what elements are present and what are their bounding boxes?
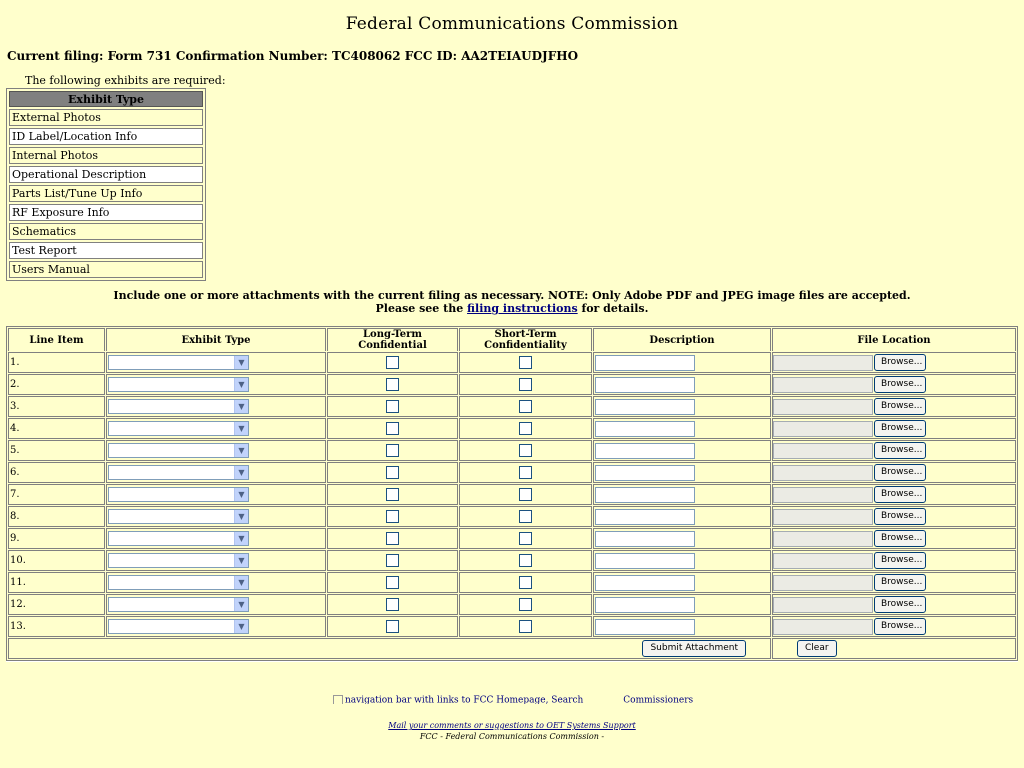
exhibit-type-cell: [106, 352, 326, 373]
short-term-cell: [459, 484, 592, 505]
description-cell: [593, 418, 771, 439]
exhibit-type-header: Exhibit Type: [9, 91, 203, 107]
chevron-down-icon: ▼: [234, 356, 248, 369]
browse-button[interactable]: Browse...: [874, 552, 926, 569]
exhibit-type-cell: [106, 506, 326, 527]
footer-fcc-line: FCC - Federal Communications Commission -: [419, 732, 605, 741]
file-location-input[interactable]: [773, 509, 873, 525]
description-input[interactable]: [595, 355, 695, 371]
long-term-confidential-checkbox[interactable]: [386, 488, 399, 501]
exhibit-row: [9, 166, 203, 183]
short-term-confidentiality-checkbox[interactable]: [519, 422, 532, 435]
chevron-down-icon: ▼: [234, 466, 248, 479]
exhibit-type-select[interactable]: [108, 465, 249, 480]
file-location-input[interactable]: [773, 597, 873, 613]
long-term-confidential-checkbox[interactable]: [386, 466, 399, 479]
description-input[interactable]: [595, 509, 695, 525]
line-item-number: 3.: [8, 396, 105, 417]
long-term-cell: [327, 594, 458, 615]
description-input[interactable]: [595, 487, 695, 503]
description-cell: [593, 396, 771, 417]
exhibit-type-cell: [106, 594, 326, 615]
instructions-line-1: Include one or more attachments with the current filing as necessary. NOTE: Only Adobe PDF and JPEG image files are accepted.: [113, 289, 911, 302]
broken-image-icon: [333, 695, 343, 704]
long-term-cell: [327, 462, 458, 483]
exhibit-type-cell: [106, 484, 326, 505]
description-input[interactable]: [595, 443, 695, 459]
filing-instructions-link[interactable]: filing instructions: [467, 302, 578, 315]
exhibit-type-select[interactable]: [108, 575, 249, 590]
file-location-cell: [772, 594, 1016, 615]
short-term-confidentiality-checkbox[interactable]: [519, 466, 532, 479]
short-term-confidentiality-checkbox[interactable]: [519, 576, 532, 589]
exhibit-type-select[interactable]: [108, 553, 249, 568]
exhibit-type-item: ID Label/Location Info: [9, 128, 203, 145]
long-term-cell: [327, 616, 458, 637]
browse-button[interactable]: Browse...: [874, 486, 926, 503]
line-item-number: 12.: [8, 594, 105, 615]
exhibit-type-item: RF Exposure Info: [9, 204, 203, 221]
file-location-input[interactable]: [773, 443, 873, 459]
navbar-alt-text: navigation bar with links to FCC Homepage, Search: [345, 695, 584, 704]
chevron-down-icon: ▼: [234, 554, 248, 567]
description-cell: [593, 616, 771, 637]
description-input[interactable]: [595, 531, 695, 547]
chevron-down-icon: ▼: [234, 598, 248, 611]
mail-comments-link[interactable]: Mail your comments or suggestions to OET Systems Support: [388, 721, 636, 730]
exhibit-type-select[interactable]: [108, 597, 249, 612]
chevron-down-icon: ▼: [234, 378, 248, 391]
description-cell: [593, 374, 771, 395]
attachment-row: [8, 616, 1016, 637]
line-item-number: 10.: [8, 550, 105, 571]
short-term-confidentiality-checkbox[interactable]: [519, 620, 532, 633]
browse-button[interactable]: Browse...: [874, 354, 926, 371]
file-location-cell: [772, 550, 1016, 571]
exhibit-type-select[interactable]: [108, 377, 249, 392]
exhibit-type-select[interactable]: [108, 421, 249, 436]
navbar-commissioners: Commissioners: [623, 695, 693, 704]
exhibit-type-item: External Photos: [9, 109, 203, 126]
long-term-confidential-checkbox[interactable]: [386, 356, 399, 369]
long-term-cell: [327, 374, 458, 395]
file-location-cell: [772, 462, 1016, 483]
exhibit-type-item: Internal Photos: [9, 147, 203, 164]
exhibit-row: [9, 147, 203, 164]
browse-button[interactable]: Browse...: [874, 464, 926, 481]
long-term-cell: [327, 528, 458, 549]
line-item-number: 8.: [8, 506, 105, 527]
attachment-row: [8, 484, 1016, 505]
col-line-item: Line Item: [8, 328, 105, 351]
description-input[interactable]: [595, 597, 695, 613]
col-long-term-confidential: Long-Term Confidential: [327, 328, 458, 351]
long-term-confidential-checkbox[interactable]: [386, 576, 399, 589]
chevron-down-icon: ▼: [234, 444, 248, 457]
description-cell: [593, 484, 771, 505]
instructions-line-2: [0, 302, 1024, 315]
file-location-cell: [772, 506, 1016, 527]
line-item-number: 7.: [8, 484, 105, 505]
exhibit-type-cell: [106, 616, 326, 637]
short-term-cell: [459, 616, 592, 637]
browse-button[interactable]: Browse...: [874, 530, 926, 547]
long-term-cell: [327, 484, 458, 505]
exhibit-row: [9, 261, 203, 278]
file-location-cell: [772, 616, 1016, 637]
exhibit-type-cell: [106, 572, 326, 593]
exhibit-type-select[interactable]: [108, 399, 249, 414]
navigation-bar-image[interactable]: [333, 695, 693, 704]
attachment-row: [8, 550, 1016, 571]
file-location-cell: [772, 396, 1016, 417]
description-cell: [593, 550, 771, 571]
attachment-upload-table: [6, 326, 1018, 661]
exhibit-type-item: Parts List/Tune Up Info: [9, 185, 203, 202]
file-location-input[interactable]: [773, 377, 873, 393]
chevron-down-icon: ▼: [234, 620, 248, 633]
short-term-confidentiality-checkbox[interactable]: [519, 444, 532, 457]
browse-button[interactable]: Browse...: [874, 376, 926, 393]
short-term-cell: [459, 374, 592, 395]
exhibit-type-select[interactable]: [108, 487, 249, 502]
chevron-down-icon: ▼: [234, 400, 248, 413]
description-cell: [593, 440, 771, 461]
browse-button[interactable]: Browse...: [874, 574, 926, 591]
file-location-input[interactable]: [773, 619, 873, 635]
file-location-input[interactable]: [773, 355, 873, 371]
attachment-row: [8, 352, 1016, 373]
short-term-cell: [459, 440, 592, 461]
browse-button[interactable]: Browse...: [874, 618, 926, 635]
short-term-confidentiality-checkbox[interactable]: [519, 554, 532, 567]
col-exhibit-type: Exhibit Type: [106, 328, 326, 351]
attachment-instructions: [0, 289, 1024, 315]
exhibit-type-cell: [106, 440, 326, 461]
exhibit-row: [9, 223, 203, 240]
exhibit-type-cell: [106, 418, 326, 439]
file-location-cell: [772, 528, 1016, 549]
attachment-row: [8, 440, 1016, 461]
attachment-row: [8, 462, 1016, 483]
submit-cell: [8, 638, 771, 659]
long-term-confidential-checkbox[interactable]: [386, 378, 399, 391]
short-term-confidentiality-checkbox[interactable]: [519, 400, 532, 413]
file-location-input[interactable]: [773, 575, 873, 591]
file-location-cell: [772, 572, 1016, 593]
short-term-cell: [459, 550, 592, 571]
file-location-input[interactable]: [773, 421, 873, 437]
exhibit-type-select[interactable]: [108, 443, 249, 458]
long-term-cell: [327, 440, 458, 461]
line-item-number: 11.: [8, 572, 105, 593]
description-input[interactable]: [595, 421, 695, 437]
chevron-down-icon: ▼: [234, 510, 248, 523]
exhibit-row: [9, 242, 203, 259]
short-term-cell: [459, 462, 592, 483]
chevron-down-icon: ▼: [234, 422, 248, 435]
line-item-number: 5.: [8, 440, 105, 461]
short-term-cell: [459, 396, 592, 417]
attachment-row: [8, 374, 1016, 395]
description-input[interactable]: [595, 553, 695, 569]
file-location-cell: [772, 440, 1016, 461]
attachment-row: [8, 528, 1016, 549]
long-term-confidential-checkbox[interactable]: [386, 554, 399, 567]
long-term-confidential-checkbox[interactable]: [386, 532, 399, 545]
file-location-input[interactable]: [773, 487, 873, 503]
long-term-cell: [327, 352, 458, 373]
clear-cell: [772, 638, 1016, 659]
exhibit-type-item: Schematics: [9, 223, 203, 240]
description-input[interactable]: [595, 399, 695, 415]
long-term-cell: [327, 550, 458, 571]
col-description: Description: [593, 328, 771, 351]
short-term-cell: [459, 418, 592, 439]
description-input[interactable]: [595, 465, 695, 481]
description-cell: [593, 462, 771, 483]
exhibit-row: [9, 204, 203, 221]
file-location-input[interactable]: [773, 531, 873, 547]
browse-button[interactable]: Browse...: [874, 596, 926, 613]
exhibit-row: [9, 128, 203, 145]
description-cell: [593, 528, 771, 549]
long-term-cell: [327, 396, 458, 417]
short-term-confidentiality-checkbox[interactable]: [519, 510, 532, 523]
browse-button[interactable]: Browse...: [874, 442, 926, 459]
horizontal-divider: [6, 660, 1018, 662]
short-term-cell: [459, 572, 592, 593]
line-item-number: 13.: [8, 616, 105, 637]
exhibit-type-select[interactable]: [108, 619, 249, 634]
short-term-confidentiality-checkbox[interactable]: [519, 356, 532, 369]
file-location-input[interactable]: [773, 553, 873, 569]
browse-button[interactable]: Browse...: [874, 398, 926, 415]
page-title: Federal Communications Commission: [345, 14, 679, 34]
description-cell: [593, 352, 771, 373]
line-item-number: 6.: [8, 462, 105, 483]
current-filing-info: Current filing: Form 731 Confirmation Number: TC408062 FCC ID: AA2TEIAUDJFHO: [7, 49, 579, 63]
attachment-row: [8, 396, 1016, 417]
short-term-cell: [459, 506, 592, 527]
long-term-confidential-checkbox[interactable]: [386, 510, 399, 523]
line-item-number: 1.: [8, 352, 105, 373]
exhibit-type-cell: [106, 396, 326, 417]
short-term-confidentiality-checkbox[interactable]: [519, 488, 532, 501]
line-item-number: 9.: [8, 528, 105, 549]
file-location-cell: [772, 352, 1016, 373]
short-term-confidentiality-checkbox[interactable]: [519, 378, 532, 391]
description-cell: [593, 594, 771, 615]
line-item-number: 4.: [8, 418, 105, 439]
short-term-cell: [459, 594, 592, 615]
chevron-down-icon: ▼: [234, 488, 248, 501]
long-term-confidential-checkbox[interactable]: [386, 422, 399, 435]
long-term-confidential-checkbox[interactable]: [386, 620, 399, 633]
clear-button[interactable]: Clear: [797, 640, 837, 657]
browse-button[interactable]: Browse...: [874, 508, 926, 525]
col-file-location: File Location: [772, 328, 1016, 351]
page-footer: [0, 720, 1024, 742]
instructions-suffix: for details.: [577, 302, 649, 315]
description-cell: [593, 572, 771, 593]
instructions-prefix: Please see the: [375, 302, 468, 315]
exhibit-type-cell: [106, 462, 326, 483]
file-location-cell: [772, 374, 1016, 395]
attachment-row: [8, 418, 1016, 439]
attachment-row: [8, 506, 1016, 527]
browse-button[interactable]: Browse...: [874, 420, 926, 437]
col-short-term-confidentiality: Short-Term Confidentiality: [459, 328, 592, 351]
required-exhibits-table: [6, 88, 206, 281]
file-location-input[interactable]: [773, 465, 873, 481]
file-location-input[interactable]: [773, 399, 873, 415]
attachment-row: [8, 594, 1016, 615]
long-term-confidential-checkbox[interactable]: [386, 598, 399, 611]
file-location-cell: [772, 484, 1016, 505]
short-term-confidentiality-checkbox[interactable]: [519, 532, 532, 545]
short-term-confidentiality-checkbox[interactable]: [519, 598, 532, 611]
exhibit-type-item: Users Manual: [9, 261, 203, 278]
required-exhibits-note: The following exhibits are required:: [25, 74, 226, 87]
description-input[interactable]: [595, 575, 695, 591]
long-term-confidential-checkbox[interactable]: [386, 444, 399, 457]
line-item-number: 2.: [8, 374, 105, 395]
description-input[interactable]: [595, 619, 695, 635]
exhibit-type-item: Test Report: [9, 242, 203, 259]
description-cell: [593, 506, 771, 527]
chevron-down-icon: ▼: [234, 532, 248, 545]
exhibit-type-cell: [106, 374, 326, 395]
file-location-cell: [772, 418, 1016, 439]
exhibit-type-cell: [106, 550, 326, 571]
exhibit-type-select[interactable]: [108, 509, 249, 524]
exhibit-type-select[interactable]: [108, 531, 249, 546]
short-term-cell: [459, 528, 592, 549]
short-term-cell: [459, 352, 592, 373]
long-term-cell: [327, 418, 458, 439]
exhibit-row: [9, 185, 203, 202]
exhibit-type-item: Operational Description: [9, 166, 203, 183]
exhibit-type-select[interactable]: [108, 355, 249, 370]
chevron-down-icon: ▼: [234, 576, 248, 589]
long-term-confidential-checkbox[interactable]: [386, 400, 399, 413]
submit-attachment-button[interactable]: Submit Attachment: [642, 640, 746, 657]
long-term-cell: [327, 506, 458, 527]
attachment-row: [8, 572, 1016, 593]
long-term-cell: [327, 572, 458, 593]
exhibit-type-cell: [106, 528, 326, 549]
description-input[interactable]: [595, 377, 695, 393]
exhibit-row: [9, 109, 203, 126]
